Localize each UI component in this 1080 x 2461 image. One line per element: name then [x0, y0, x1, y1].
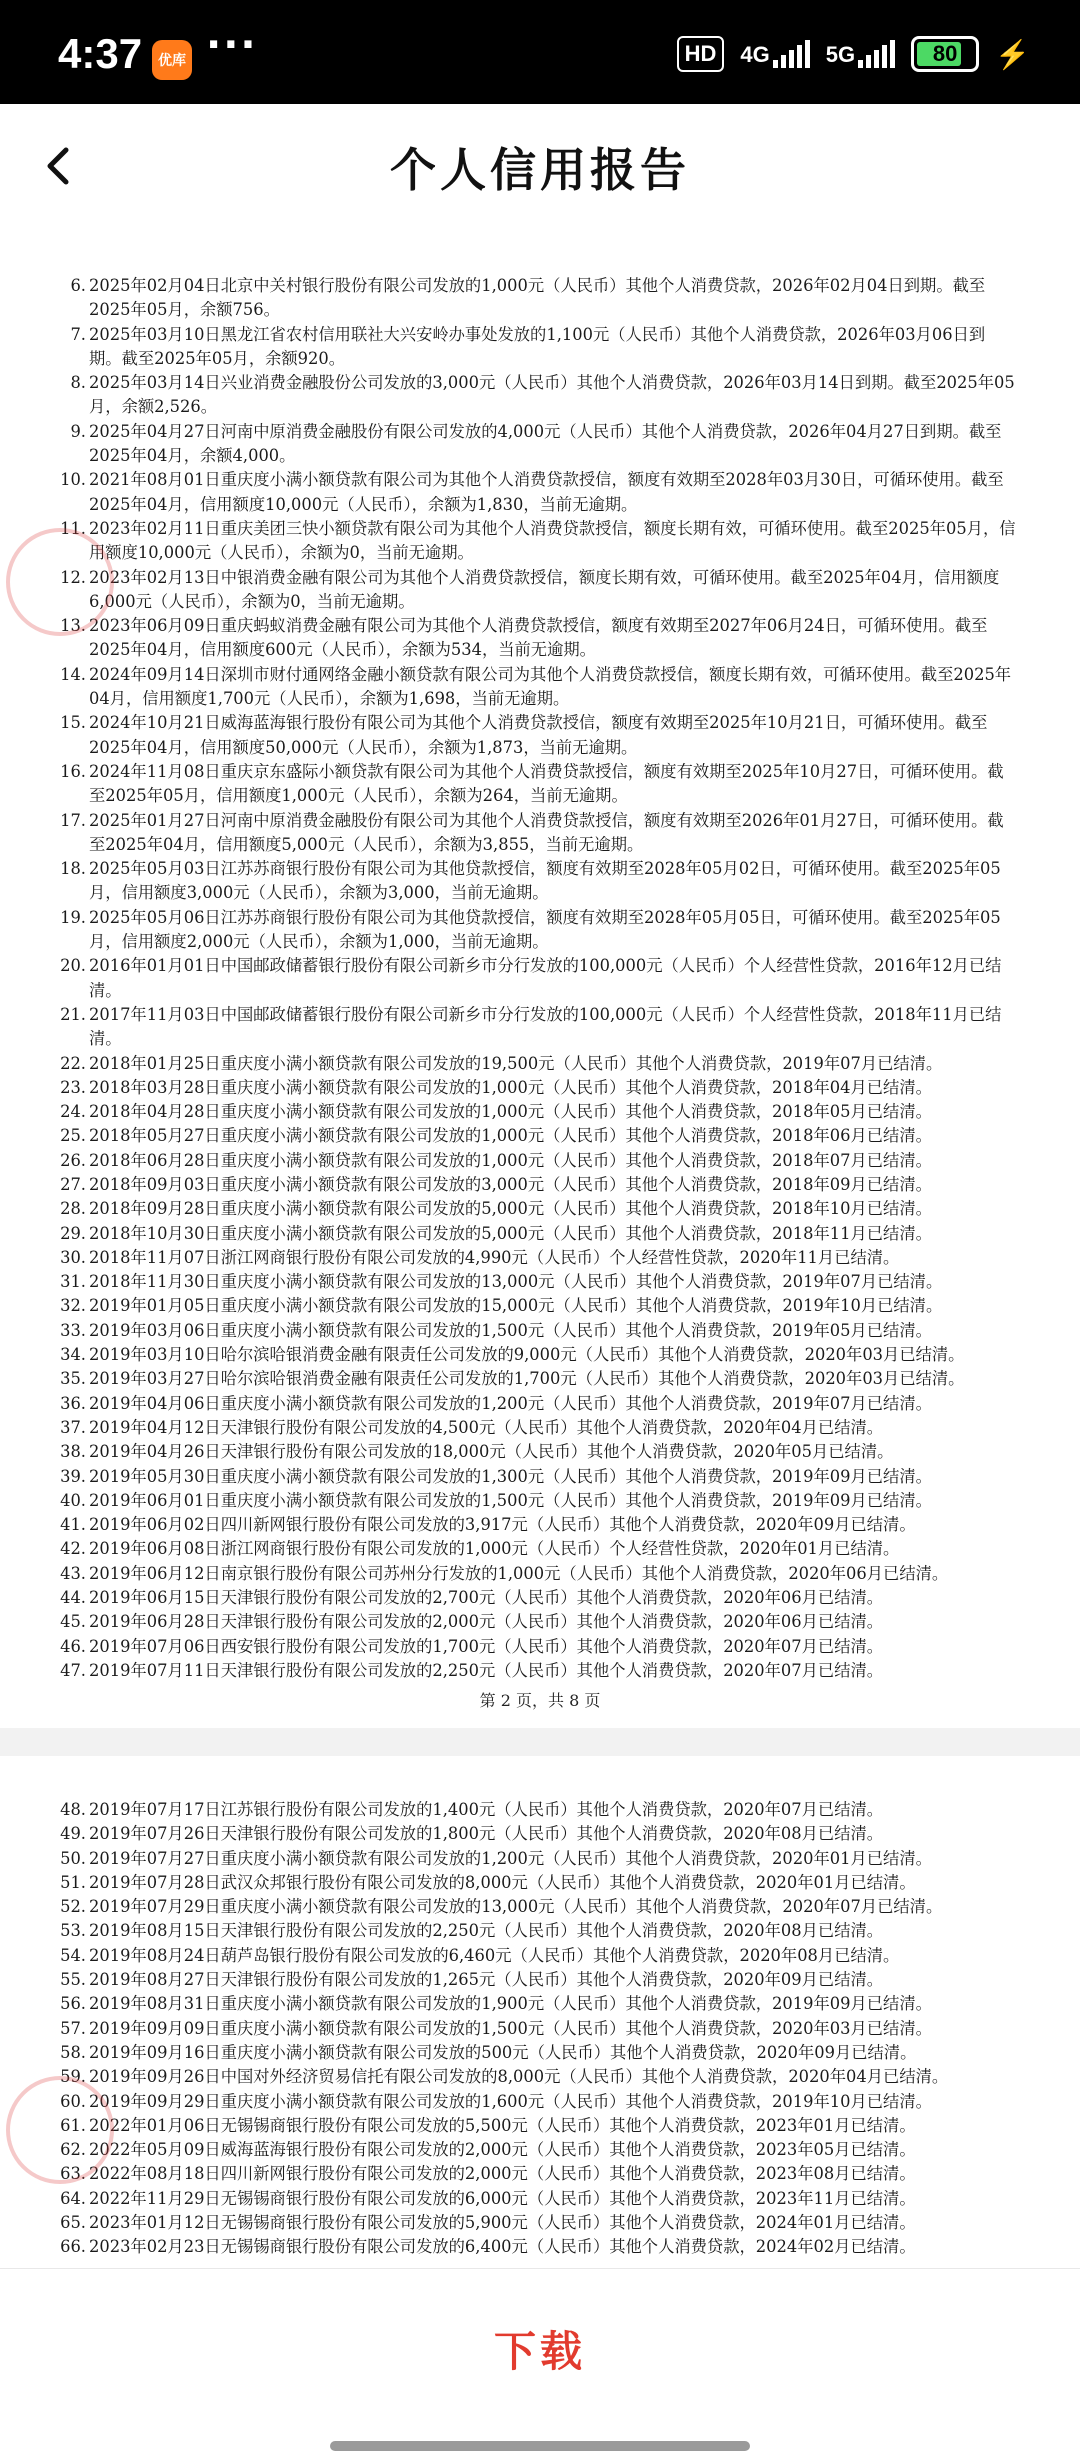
item-text: 2019年09月29日重庆度小满小额贷款有限公司发放的1,600元（人民币）其他个人消费贷款，2019年10月已结清。 — [89, 2091, 932, 2111]
item-number: 6. — [70, 276, 86, 295]
list-item — [56, 711, 1016, 760]
list-item — [56, 371, 1016, 420]
list-item — [56, 2211, 1016, 2235]
item-number: 33. — [60, 1320, 86, 1340]
item-text: 2019年04月12日天津银行股份有限公司发放的4,500元（人民币）其他个人消费贷款，2020年04月已结清。 — [89, 1417, 884, 1437]
item-number: 58. — [60, 2042, 86, 2062]
item-text: 2024年10月21日威海蓝海银行股份有限公司为其他个人消费贷款授信，额度有效期至2025年10月21日，可循环使用。截至2025年04月，信用额度50,000元（人民币），余额为1,873，当前无逾期。 — [89, 713, 988, 757]
item-text: 2025年04月27日河南中原消费金融股份有限公司发放的4,000元（人民币）其他个人消费贷款，2026年04月27日到期。截至2025年04月，余额4,000。 — [89, 421, 1002, 466]
item-number: 21. — [60, 1004, 86, 1024]
charging-icon: ⚡ — [995, 38, 1030, 70]
list-item — [56, 2235, 1016, 2259]
item-text: 2018年10月30日重庆度小满小额贷款有限公司发放的5,000元（人民币）其他个人消费贷款，2018年11月已结清。 — [89, 1223, 932, 1243]
item-text: 2018年09月03日重庆度小满小额贷款有限公司发放的3,000元（人民币）其他个人消费贷款，2018年09月已结清。 — [89, 1174, 932, 1194]
bottom-bar — [0, 2268, 1080, 2461]
item-number: 52. — [60, 1897, 86, 1917]
item-number: 53. — [60, 1921, 86, 1941]
list-item — [56, 1100, 1016, 1124]
item-number: 57. — [60, 2018, 86, 2038]
list-item — [56, 1659, 1016, 1683]
item-text: 2025年03月10日黑龙江省农村信用联社大兴安岭办事处发放的1,100元（人民币）其他个人消费贷款，2026年03月06日到期。截至2025年05月，余额920。 — [89, 324, 986, 368]
item-number: 24. — [60, 1102, 86, 1122]
list-item — [56, 1270, 1016, 1294]
list-item — [56, 2090, 1016, 2114]
list-item — [56, 1173, 1016, 1197]
item-number: 45. — [60, 1612, 86, 1632]
item-number: 12. — [60, 567, 86, 587]
list-item — [56, 1076, 1016, 1100]
download-button[interactable]: 下载 — [390, 2309, 690, 2389]
item-text: 2023年02月13日中银消费金融有限公司为其他个人消费贷款授信，额度长期有效，可循环使用。截至2025年04月，信用额度6,000元（人民币），余额为0，当前无逾期。 — [89, 567, 1000, 611]
item-text: 2023年02月11日重庆美团三快小额贷款有限公司为其他个人消费贷款授信，额度长期有效，可循环使用。截至2025年05月，信用额度10,000元（人民币），余额为0，当前无逾期。 — [89, 518, 1016, 563]
item-text: 2019年08月31日重庆度小满小额贷款有限公司发放的1,900元（人民币）其他个人消费贷款，2019年09月已结清。 — [89, 1994, 932, 2014]
item-text: 2019年09月16日重庆度小满小额贷款有限公司发放的500元（人民币）其他个人消费贷款，2020年09月已结清。 — [89, 2042, 917, 2062]
list-item — [56, 906, 1016, 955]
list-item — [56, 1968, 1016, 1992]
status-bar — [0, 0, 1080, 104]
item-number: 27. — [60, 1174, 86, 1194]
item-text: 2016年01月01日中国邮政储蓄银行股份有限公司新乡市分行发放的100,000元（人民币）个人经营性贷款，2016年12月已结清。 — [89, 956, 1002, 1000]
item-text: 2022年08月18日四川新网银行股份有限公司发放的2,000元（人民币）其他个人消费贷款，2023年08月已结清。 — [89, 2164, 916, 2184]
item-number: 26. — [60, 1150, 86, 1170]
list-item — [56, 1635, 1016, 1659]
item-text: 2018年03月28日重庆度小满小额贷款有限公司发放的1,000元（人民币）其他个人消费贷款，2018年04月已结清。 — [89, 1077, 932, 1097]
battery-percent: 80 — [932, 41, 958, 66]
item-number: 60. — [60, 2091, 86, 2111]
item-number: 54. — [60, 1945, 86, 1965]
item-text: 2024年11月08日重庆京东盛际小额贷款有限公司为其他个人消费贷款授信，额度有效期至2025年10月27日，可循环使用。截至2025年05月，信用额度1,000元（人民币），余额为264，当前无逾期。 — [89, 761, 1004, 806]
item-text: 2019年07月29日重庆度小满小额贷款有限公司发放的13,000元（人民币）其他个人消费贷款，2020年07月已结清。 — [89, 1897, 943, 1917]
item-number: 31. — [60, 1272, 86, 1292]
item-text: 2019年05月30日重庆度小满小额贷款有限公司发放的1,300元（人民币）其他个人消费贷款，2019年09月已结清。 — [89, 1466, 932, 1486]
item-number: 29. — [60, 1223, 86, 1243]
item-text: 2018年05月27日重庆度小满小额贷款有限公司发放的1,000元（人民币）其他个人消费贷款，2018年06月已结清。 — [89, 1126, 932, 1146]
item-number: 46. — [60, 1636, 86, 1656]
item-text: 2018年11月30日重庆度小满小额贷款有限公司发放的13,000元（人民币）其他个人消费贷款，2019年07月已结清。 — [89, 1272, 943, 1292]
app-notification-icon: 优库 — [152, 40, 192, 80]
battery-icon — [911, 36, 979, 72]
item-number: 7. — [70, 324, 86, 344]
item-number: 49. — [60, 1824, 86, 1844]
item-text: 2019年06月28日天津银行股份有限公司发放的2,000元（人民币）其他个人消费贷款，2020年06月已结清。 — [89, 1612, 884, 1632]
list-item — [56, 2162, 1016, 2186]
item-number: 15. — [60, 713, 86, 733]
item-text: 2019年03月10日哈尔滨哈银消费金融有限责任公司发放的9,000元（人民币）其他个人消费贷款，2020年03月已结清。 — [89, 1345, 965, 1365]
list-item — [56, 1847, 1016, 1871]
list-item — [56, 1537, 1016, 1561]
signal-4g-icon — [740, 40, 809, 68]
item-number: 14. — [60, 664, 86, 684]
hd-voice-icon: HD — [677, 36, 725, 72]
item-number: 18. — [60, 859, 86, 879]
item-text: 2025年05月03日江苏苏商银行股份有限公司为其他贷款授信，额度有效期至2028年05月02日，可循环使用。截至2025年05月，信用额度3,000元（人民币），余额为3,000，当前无逾期。 — [89, 859, 1001, 903]
list-item — [56, 954, 1016, 1003]
item-number: 8. — [70, 373, 86, 393]
item-number: 64. — [60, 2188, 86, 2208]
item-text: 2023年06月09日重庆蚂蚁消费金融有限公司为其他个人消费贷款授信，额度有效期至2027年06月24日，可循环使用。截至2025年04月，信用额度600元（人民币），余额为534，当前无逾期。 — [89, 616, 988, 660]
item-text: 2018年01月25日重庆度小满小额贷款有限公司发放的19,500元（人民币）其他个人消费贷款，2019年07月已结清。 — [89, 1053, 943, 1073]
list-item — [56, 760, 1016, 809]
item-text: 2025年03月14日兴业消费金融股份公司发放的3,000元（人民币）其他个人消费贷款，2026年03月14日到期。截至2025年05月，余额2,526。 — [89, 373, 1015, 417]
network-type-label: 5G — [825, 42, 856, 67]
item-text: 2019年07月28日武汉众邦银行股份有限公司发放的8,000元（人民币）其他个人消费贷款，2020年01月已结清。 — [89, 1872, 916, 1892]
status-time: 4:37 — [58, 30, 143, 77]
item-number: 55. — [60, 1970, 86, 1990]
item-text: 2019年06月01日重庆度小满小额贷款有限公司发放的1,500元（人民币）其他个人消费贷款，2019年09月已结清。 — [89, 1490, 932, 1510]
item-number: 39. — [60, 1466, 86, 1486]
item-number: 41. — [60, 1515, 86, 1535]
list-item — [56, 1294, 1016, 1318]
list-item — [56, 1367, 1016, 1391]
list-item — [56, 1562, 1016, 1586]
list-item — [56, 1992, 1016, 2016]
item-text: 2019年07月27日重庆度小满小额贷款有限公司发放的1,200元（人民币）其他个人消费贷款，2020年01月已结清。 — [89, 1848, 932, 1868]
more-notifications-icon: ··· — [206, 22, 258, 68]
item-text: 2019年07月17日江苏银行股份有限公司发放的1,400元（人民币）其他个人消费贷款，2020年07月已结清。 — [89, 1800, 884, 1819]
list-item — [56, 1440, 1016, 1464]
page-number: 第 2 页，共 8 页 — [479, 1691, 601, 1710]
network-type-label: 4G — [740, 42, 770, 67]
status-indicators — [677, 32, 1030, 76]
document-page — [0, 1756, 1080, 2268]
item-number: 9. — [70, 421, 86, 441]
list-item — [56, 2065, 1016, 2089]
list-item — [56, 517, 1016, 566]
item-number: 30. — [60, 1247, 86, 1267]
list-item — [56, 1489, 1016, 1513]
list-item — [56, 1124, 1016, 1148]
item-text: 2019年01月05日重庆度小满小额贷款有限公司发放的15,000元（人民币）其他个人消费贷款，2019年10月已结清。 — [89, 1296, 943, 1316]
item-number: 51. — [60, 1872, 86, 1892]
list-item — [56, 1586, 1016, 1610]
item-number: 43. — [60, 1563, 86, 1583]
list-item — [56, 468, 1016, 517]
list-item — [56, 1416, 1016, 1440]
item-number: 23. — [60, 1077, 86, 1097]
item-text: 2024年09月14日深圳市财付通网络金融小额贷款有限公司为其他个人消费贷款授信，额度长期有效，可循环使用。截至2025年04月，信用额度1,700元（人民币），余额为1,698，当前无逾期。 — [89, 664, 1012, 709]
item-number: 56. — [60, 1994, 86, 2014]
item-number: 17. — [60, 810, 86, 830]
item-text: 2019年04月06日重庆度小满小额贷款有限公司发放的1,200元（人民币）其他个人消费贷款，2019年07月已结清。 — [89, 1393, 932, 1413]
item-text: 2019年07月26日天津银行股份有限公司发放的1,800元（人民币）其他个人消费贷款，2020年08月已结清。 — [89, 1824, 884, 1844]
item-number: 61. — [60, 2115, 86, 2135]
document-page — [0, 228, 1080, 1728]
document-viewer[interactable] — [0, 228, 1080, 2268]
item-number: 35. — [60, 1369, 86, 1389]
item-text: 2019年06月02日四川新网银行股份有限公司发放的3,917元（人民币）其他个人消费贷款，2020年09月已结清。 — [89, 1515, 916, 1535]
list-item — [56, 2017, 1016, 2041]
item-number: 28. — [60, 1199, 86, 1219]
list-item — [56, 1246, 1016, 1270]
list-item — [56, 809, 1016, 858]
item-text: 2019年09月09日重庆度小满小额贷款有限公司发放的1,500元（人民币）其他个人消费贷款，2020年03月已结清。 — [89, 2018, 932, 2038]
item-text: 2019年08月27日天津银行股份有限公司发放的1,265元（人民币）其他个人消费贷款，2020年09月已结清。 — [89, 1970, 884, 1990]
item-text: 2021年08月01日重庆度小满小额贷款有限公司为其他个人消费贷款授信，额度有效期至2028年03月30日，可循环使用。截至2025年04月，信用额度10,000元（人民币），余额为1,830，当前无逾期。 — [89, 470, 1004, 514]
item-text: 2025年05月06日江苏苏商银行股份有限公司为其他贷款授信，额度有效期至2028年05月05日，可循环使用。截至2025年05月，信用额度2,000元（人民币），余额为1,000，当前无逾期。 — [89, 907, 1001, 952]
item-number: 36. — [60, 1393, 86, 1413]
list-item — [56, 663, 1016, 712]
list-item — [56, 1052, 1016, 1076]
item-number: 25. — [60, 1126, 86, 1146]
list-item — [56, 1003, 1016, 1052]
item-number: 44. — [60, 1588, 86, 1608]
list-item — [56, 1222, 1016, 1246]
item-number: 62. — [60, 2140, 86, 2160]
item-text: 2019年09月26日中国对外经济贸易信托有限公司发放的8,000元（人民币）其他个人消费贷款，2020年04月已结清。 — [89, 2067, 949, 2087]
list-item — [56, 1149, 1016, 1173]
item-number: 65. — [60, 2213, 86, 2233]
item-text: 2022年01月06日无锡锡商银行股份有限公司发放的5,500元（人民币）其他个人消费贷款，2023年01月已结清。 — [89, 2115, 916, 2135]
item-text: 2025年02月04日北京中关村银行股份有限公司发放的1,000元（人民币）其他个人消费贷款，2026年02月04日到期。截至2025年05月，余额756。 — [89, 276, 986, 320]
list-item — [56, 1319, 1016, 1343]
item-text: 2019年06月15日天津银行股份有限公司发放的2,700元（人民币）其他个人消费贷款，2020年06月已结清。 — [89, 1588, 884, 1608]
signal-bars-icon — [858, 40, 895, 68]
item-text: 2018年06月28日重庆度小满小额贷款有限公司发放的1,000元（人民币）其他个人消费贷款，2018年07月已结清。 — [89, 1150, 932, 1170]
list-item — [56, 1895, 1016, 1919]
item-number: 50. — [60, 1848, 86, 1868]
item-text: 2019年07月06日西安银行股份有限公司发放的1,700元（人民币）其他个人消费贷款，2020年07月已结清。 — [89, 1636, 884, 1656]
signal-bars-icon — [773, 40, 810, 68]
item-text: 2022年11月29日无锡锡商银行股份有限公司发放的6,000元（人民币）其他个人消费贷款，2023年11月已结清。 — [89, 2188, 916, 2208]
signal-5g-icon — [826, 40, 895, 68]
item-text: 2019年06月12日南京银行股份有限公司苏州分行发放的1,000元（人民币）其他个人消费贷款，2020年06月已结清。 — [89, 1563, 949, 1583]
list-item — [56, 1919, 1016, 1943]
item-text: 2019年04月26日天津银行股份有限公司发放的18,000元（人民币）其他个人消费贷款，2020年05月已结清。 — [89, 1442, 894, 1462]
item-text: 2017年11月03日中国邮政储蓄银行股份有限公司新乡市分行发放的100,000元（人民币）个人经营性贷款，2018年11月已结清。 — [89, 1004, 1002, 1049]
record-list — [56, 274, 1016, 1683]
item-number: 59. — [60, 2067, 86, 2087]
list-item — [56, 1610, 1016, 1634]
item-text: 2023年01月12日无锡锡商银行股份有限公司发放的5,900元（人民币）其他个人消费贷款，2024年01月已结清。 — [89, 2213, 916, 2233]
header — [0, 104, 1080, 228]
item-number: 19. — [60, 907, 86, 927]
item-text: 2019年08月24日葫芦岛银行股份有限公司发放的6,460元（人民币）其他个人消费贷款，2020年08月已结清。 — [89, 1945, 900, 1965]
list-item — [56, 1465, 1016, 1489]
list-item — [56, 1871, 1016, 1895]
item-number: 10. — [60, 470, 86, 490]
item-number: 13. — [60, 616, 86, 636]
list-item — [56, 1944, 1016, 1968]
list-item — [56, 2187, 1016, 2211]
list-item — [56, 1392, 1016, 1416]
item-text: 2022年05月09日威海蓝海银行股份有限公司发放的2,000元（人民币）其他个人消费贷款，2023年05月已结清。 — [89, 2140, 916, 2160]
item-text: 2018年04月28日重庆度小满小额贷款有限公司发放的1,000元（人民币）其他个人消费贷款，2018年05月已结清。 — [89, 1102, 932, 1122]
home-indicator[interactable] — [330, 2441, 750, 2451]
page-title: 个人信用报告 — [390, 143, 690, 197]
record-list — [56, 1798, 1016, 2260]
item-text: 2018年11月07日浙江网商银行股份有限公司发放的4,990元（人民币）个人经营性贷款，2020年11月已结清。 — [89, 1247, 900, 1267]
list-item — [56, 2041, 1016, 2065]
item-number: 37. — [60, 1417, 86, 1437]
item-text: 2019年08月15日天津银行股份有限公司发放的2,250元（人民币）其他个人消费贷款，2020年08月已结清。 — [89, 1921, 884, 1941]
list-item — [56, 614, 1016, 663]
item-number: 16. — [60, 761, 86, 781]
list-item — [56, 274, 1016, 323]
item-number: 63. — [60, 2164, 86, 2184]
item-number: 48. — [60, 1800, 86, 1819]
item-text: 2023年02月23日无锡锡商银行股份有限公司发放的6,400元（人民币）其他个人消费贷款，2024年02月已结清。 — [89, 2237, 916, 2257]
item-text: 2019年03月06日重庆度小满小额贷款有限公司发放的1,500元（人民币）其他个人消费贷款，2019年05月已结清。 — [89, 1320, 932, 1340]
list-item — [56, 2138, 1016, 2162]
list-item — [56, 2114, 1016, 2138]
item-text: 2019年07月11日天津银行股份有限公司发放的2,250元（人民币）其他个人消费贷款，2020年07月已结清。 — [89, 1660, 884, 1680]
item-text: 2019年06月08日浙江网商银行股份有限公司发放的1,000元（人民币）个人经营性贷款，2020年01月已结清。 — [89, 1539, 900, 1559]
list-item — [56, 1822, 1016, 1846]
item-number: 47. — [60, 1660, 86, 1680]
item-number: 22. — [60, 1053, 86, 1073]
list-item — [56, 323, 1016, 372]
item-number: 11. — [60, 518, 86, 538]
list-item — [56, 857, 1016, 906]
item-number: 42. — [60, 1539, 86, 1559]
list-item — [56, 566, 1016, 615]
list-item — [56, 1197, 1016, 1221]
list-item — [56, 420, 1016, 469]
item-text: 2018年09月28日重庆度小满小额贷款有限公司发放的5,000元（人民币）其他个人消费贷款，2018年10月已结清。 — [89, 1199, 932, 1219]
item-number: 34. — [60, 1345, 86, 1365]
list-item — [56, 1343, 1016, 1367]
list-item — [56, 1798, 1016, 1822]
list-item — [56, 1513, 1016, 1537]
item-number: 32. — [60, 1296, 86, 1316]
item-number: 20. — [60, 956, 86, 976]
item-text: 2019年03月27日哈尔滨哈银消费金融有限责任公司发放的1,700元（人民币）其他个人消费贷款，2020年03月已结清。 — [89, 1369, 965, 1389]
item-number: 40. — [60, 1490, 86, 1510]
item-text: 2025年01月27日河南中原消费金融股份有限公司为其他个人消费贷款授信，额度有效期至2026年01月27日，可循环使用。截至2025年04月，信用额度5,000元（人民币），余额为3,855，当前无逾期。 — [89, 810, 1004, 854]
item-number: 66. — [60, 2237, 86, 2257]
item-number: 38. — [60, 1442, 86, 1462]
